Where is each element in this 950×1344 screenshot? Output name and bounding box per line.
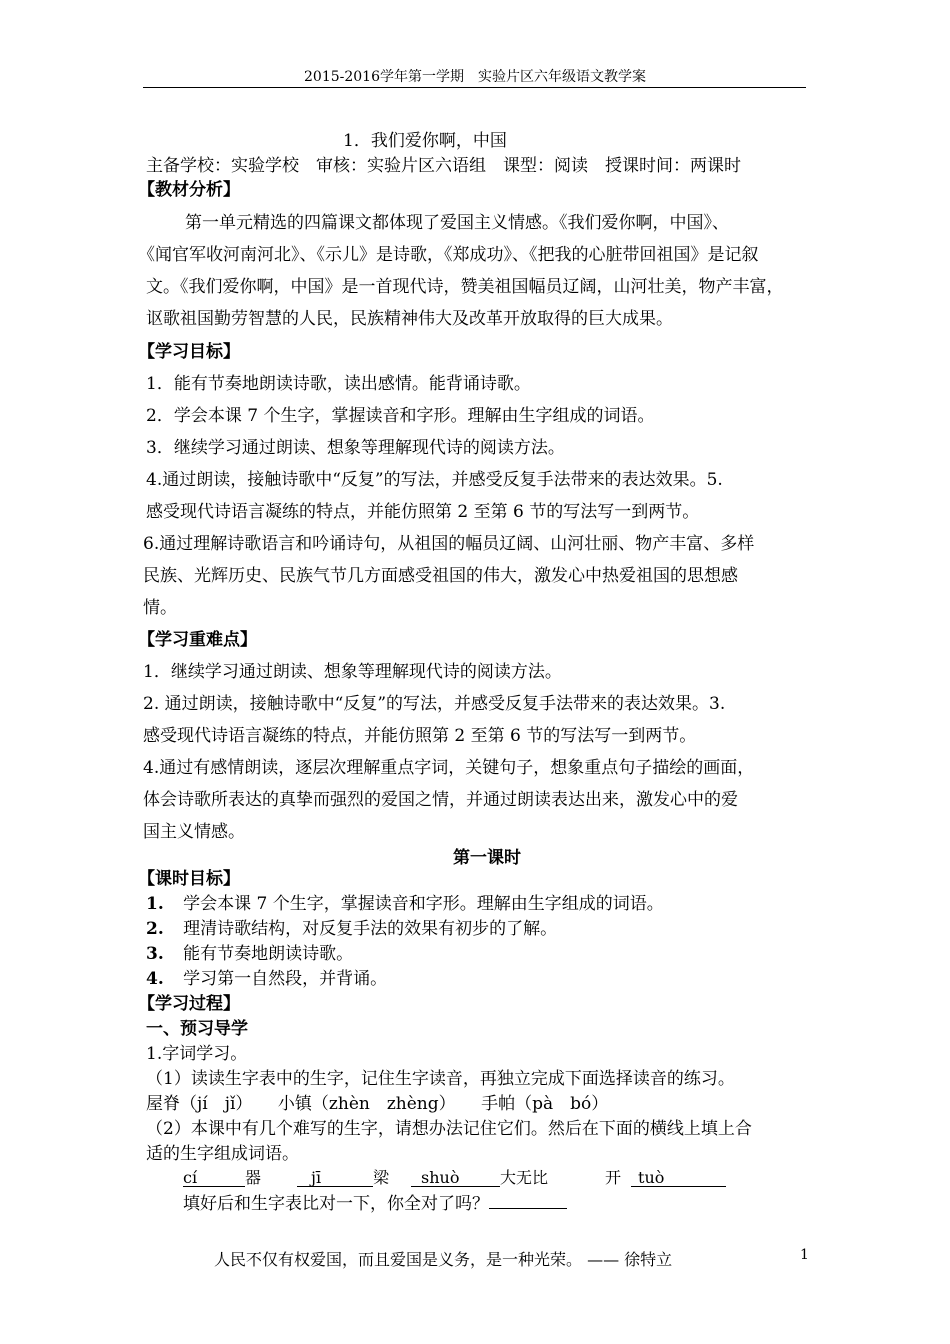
blank-item — [297, 1165, 389, 1188]
lesson-goal-number: 4. — [146, 969, 164, 989]
goal-item: 4.通过朗读，接触诗歌中“反复”的写法，并感受反复手法带来的表达效果。5. — [146, 470, 723, 490]
blank-suffix: 器 — [245, 1168, 262, 1187]
lesson-goal-item — [146, 889, 664, 914]
blank-item — [411, 1165, 548, 1188]
lesson-goal-number: 3. — [146, 944, 164, 964]
goal-item: 感受现代诗语言凝练的特点，并能仿照第 2 至第 6 节的写法写一到两节。 — [146, 502, 700, 522]
goal-item: 6.通过理解诗歌语言和吟诵诗句，从祖国的幅员辽阔、山河壮丽、物产丰富、多样 — [143, 534, 755, 554]
keypoint-item: 体会诗歌所表达的真挚而强烈的爱国之情，并通过朗读表达出来，激发心中的爱 — [143, 790, 738, 810]
blank-item — [605, 1165, 726, 1188]
lesson-goals-heading: 【课时目标】 — [138, 869, 240, 889]
goal-item: 1．能有节奏地朗读诗歌，读出感情。能背诵诗歌。 — [146, 374, 531, 394]
lesson-goal-item — [146, 964, 387, 989]
lesson-goal-item — [146, 939, 353, 964]
lesson-goal-text: 学习第一自然段，并背诵。 — [183, 969, 388, 989]
page-header: 2015-2016学年第一学期 实验片区六年级语文教学案 — [304, 69, 646, 85]
blank-suffix: 大无比 — [500, 1168, 549, 1187]
keypoint-item: 2. 通过朗读，接触诗歌中“反复”的写法，并感受反复手法带来的表达效果。3. — [143, 694, 726, 714]
keypoint-item: 4.通过有感情朗读，逐层次理解重点字词，关键句子，想象重点句子描绘的画面， — [143, 758, 755, 778]
lesson-goal-number: 1. — [146, 894, 164, 914]
self-check-answer-field[interactable] — [489, 1208, 567, 1209]
keypoint-item: 1．继续学习通过朗读、想象等理解现代诗的阅读方法。 — [143, 662, 562, 682]
page-number: 1 — [800, 1247, 809, 1263]
goals-heading: 【学习目标】 — [138, 342, 240, 362]
lesson-title: 1．我们爱你啊，中国 — [343, 131, 507, 151]
goal-item: 2．学会本课 7 个生字，掌握读音和字形。理解由生字组成的词语。 — [146, 406, 655, 426]
fill-blank-field[interactable]: jī — [297, 1169, 373, 1187]
keypoints-heading: 【学习重难点】 — [138, 630, 257, 650]
blank-suffix: 梁 — [373, 1168, 390, 1187]
sub-task-writing: 适的生字组成词语。 — [146, 1144, 299, 1164]
section-preview: 一、预习导学 — [146, 1019, 248, 1039]
item-vocabulary: 1.字词学习。 — [146, 1044, 248, 1064]
fill-blank-field[interactable]: cí — [183, 1169, 245, 1187]
keypoint-item: 国主义情感。 — [143, 822, 245, 842]
fill-blank-field[interactable]: shuò — [411, 1169, 500, 1187]
analysis-line: 第一单元精选的四篇课文都体现了爱国主义情感。《我们爱你啊，中国》、 — [185, 213, 729, 233]
goal-item: 3．继续学习通过朗读、想象等理解现代诗的阅读方法。 — [146, 438, 565, 458]
goal-item: 民族、光辉历史、民族气节几方面感受祖国的伟大，激发心中热爱祖国的思想感 — [143, 566, 738, 586]
lesson-goal-text: 学会本课 7 个生字，掌握读音和字形。理解由生字组成的词语。 — [183, 894, 664, 914]
sub-task-reading: （1）读读生字表中的生字，记住生字读音，再独立完成下面选择读音的练习。 — [146, 1069, 735, 1089]
self-check-item — [183, 1189, 567, 1214]
sub-task-writing: （2）本课中有几个难写的生字，请想办法记住它们。然后在下面的横线上填上合 — [146, 1119, 752, 1139]
analysis-line: 文。《我们爱你啊，中国》是一首现代诗，赞美祖国幅员辽阔，山河壮美，物产丰富， — [146, 277, 784, 297]
lesson-goal-item — [146, 914, 557, 939]
lesson-meta: 主备学校：实验学校 审核：实验片区六语组 课型：阅读 授课时间：两课时 — [146, 156, 741, 176]
analysis-line: 《闻官军收河南河北》、《示儿》是诗歌，《郑成功》、《把我的心脏带回祖国》是记叙 — [138, 245, 759, 265]
pronunciation-choices: 屋脊（jí jǐ） 小镇（zhèn zhèng） 手帕（pà bó） — [146, 1094, 609, 1114]
blank-item — [183, 1165, 261, 1188]
lesson-goal-text: 能有节奏地朗读诗歌。 — [183, 944, 354, 964]
analysis-heading: 【教材分析】 — [138, 180, 240, 200]
blank-prefix: 开 — [605, 1168, 622, 1187]
process-heading: 【学习过程】 — [138, 994, 240, 1014]
lesson-goal-number: 2. — [146, 919, 164, 939]
fill-blank-field[interactable]: tuò — [631, 1169, 726, 1187]
footer-quote: 人民不仅有权爱国，而且爱国是义务，是一种光荣。 —— 徐特立 — [214, 1250, 673, 1269]
keypoint-item: 感受现代诗语言凝练的特点，并能仿照第 2 至第 6 节的写法写一到两节。 — [143, 726, 697, 746]
lesson-goal-text: 理清诗歌结构，对反复手法的效果有初步的了解。 — [183, 919, 558, 939]
lesson-one-title: 第一课时 — [453, 848, 521, 868]
self-check-prompt: 填好后和生字表比对一下，你全对了吗？ — [183, 1194, 489, 1214]
analysis-line: 讴歌祖国勤劳智慧的人民，民族精神伟大及改革开放取得的巨大成果。 — [146, 309, 673, 329]
goal-item: 情。 — [143, 598, 177, 618]
header-rule — [143, 87, 806, 88]
